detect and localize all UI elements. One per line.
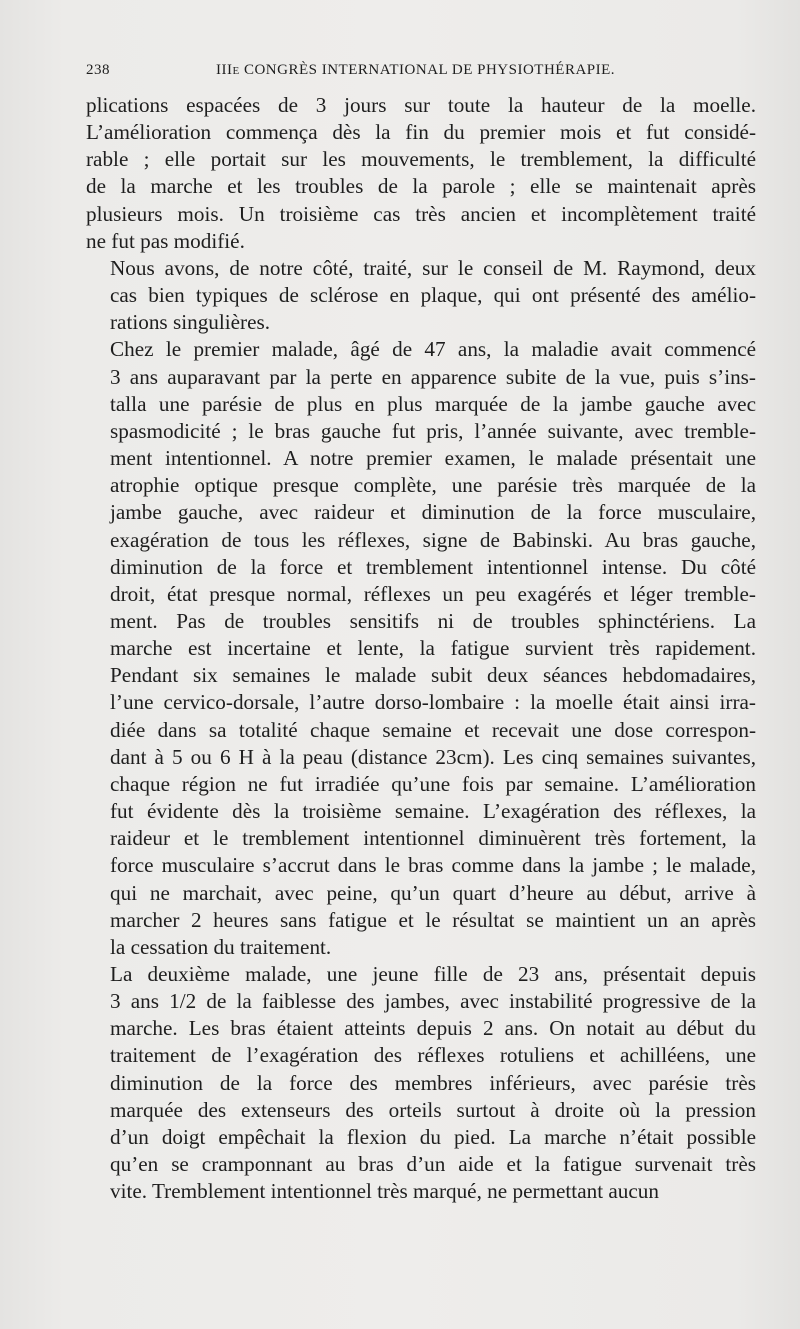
text-line: fut évidente dès la troisième semaine. L’exagération des réflexes, la [110,799,756,824]
text-line: ment intentionnel. A notre premier examen, le malade présentait une [110,446,756,471]
text-line: spasmodicité ; le bras gauche fut pris, l’année suivante, avec tremble- [110,418,756,443]
text-line: atrophie optique presque complète, une parésie très marquée de la [110,473,756,498]
text-line: plications espacées de 3 jours sur toute la hauteur de la moelle. [86,93,756,117]
text-line: exagération de tous les réflexes, signe de Babinski. Au bras gauche, [110,527,756,552]
text-line: force musculaire s’accrut dans le bras comme dans la jambe ; le malade, [110,853,756,878]
text-line: qui ne marchait, avec peine, qu’un quart d’heure au début, arrive à [110,880,756,905]
text-line: de la marche et les troubles de la parole ; elle se maintenait après [86,174,756,199]
page-number: 238 [86,62,110,78]
text-line: talla une parésie de plus en plus marquée de la jambe gauche avec [110,391,756,416]
text-line: La deuxième malade, une jeune fille de 23 ans, présentait depuis [110,962,756,986]
text-line: 3 ans 1/2 de la faiblesse des jambes, avec instabilité progressive de la [110,989,756,1014]
text-line: qu’en se cramponnant au bras d’un aide et la fatigue survenait très [110,1152,756,1177]
text-line: la cessation du traitement. [110,934,332,959]
text-line: dant à 5 ou 6 H à la peau (distance 23cm). Les cinq semaines suivantes, [110,744,756,769]
paragraph [86,255,756,336]
text-line: jambe gauche, avec raideur et diminution de la force musculaire, [110,500,756,525]
text-line: cas bien typiques de sclérose en plaque, qui ont présenté des amélio- [110,283,756,308]
text-line: Nous avons, de notre côté, traité, sur le conseil de M. Raymond, deux [110,255,756,280]
paragraph [86,961,756,1205]
text-line: ne fut pas modifié. [86,228,245,253]
text-line: Chez le premier malade, âgé de 47 ans, la maladie avait commencé [110,337,756,362]
body-text [86,92,756,1205]
paragraph [86,336,756,961]
text-line: Pendant six semaines le malade subit deux séances hebdomadaires, [110,663,756,688]
text-line: diminution de la force et tremblement intentionnel intense. Du côté [110,554,756,579]
text-line: raideur et le tremblement intentionnel diminuèrent très fortement, la [110,826,756,851]
paragraph [86,92,756,255]
text-line: diée dans sa totalité chaque semaine et recevait une dose correspon- [110,717,756,742]
text-line: droit, état presque normal, réflexes un peu exagérés et léger tremble- [110,581,756,606]
text-line: traitement de l’exagération des réflexes rotuliens et achilléens, une [110,1043,756,1068]
text-line: chaque région ne fut irradiée qu’une fois par semaine. L’amélioration [110,771,756,796]
text-line: marquée des extenseurs des orteils surtout à droite où la pression [110,1097,756,1122]
text-line: plusieurs mois. Un troisième cas très ancien et incomplètement traité [86,201,756,226]
text-line: 3 ans auparavant par la perte en apparence subite de la vue, puis s’ins- [110,364,756,389]
text-line: d’un doigt empêchait la flexion du pied. La marche n’était possible [110,1124,756,1149]
text-line: vite. Tremblement intentionnel très marqué, ne permettant aucun [110,1179,659,1204]
text-line: diminution de la force des membres inférieurs, avec parésie très [110,1070,756,1095]
text-line: rations singulières. [110,310,271,335]
text-line: ment. Pas de troubles sensitifs ni de troubles sphinctériens. La [110,608,756,633]
text-line: rable ; elle portait sur les mouvements, le tremblement, la difficulté [86,147,756,172]
text-line: l’une cervico-dorsale, l’autre dorso-lombaire : la moelle était ainsi irra- [110,690,756,715]
running-title: IIIe CONGRÈS INTERNATIONAL DE PHYSIOTHÉRAPIE. [216,62,616,78]
text-line: marche. Les bras étaient atteints depuis 2 ans. On notait au début du [110,1016,756,1041]
text-line: marche est incertaine et lente, la fatigue survient très rapidement. [110,636,756,661]
running-head [86,62,756,86]
text-line: L’amélioration commença dès la fin du premier mois et fut considé- [86,120,756,145]
text-line: marcher 2 heures sans fatigue et le résultat se maintient un an après [110,907,756,932]
